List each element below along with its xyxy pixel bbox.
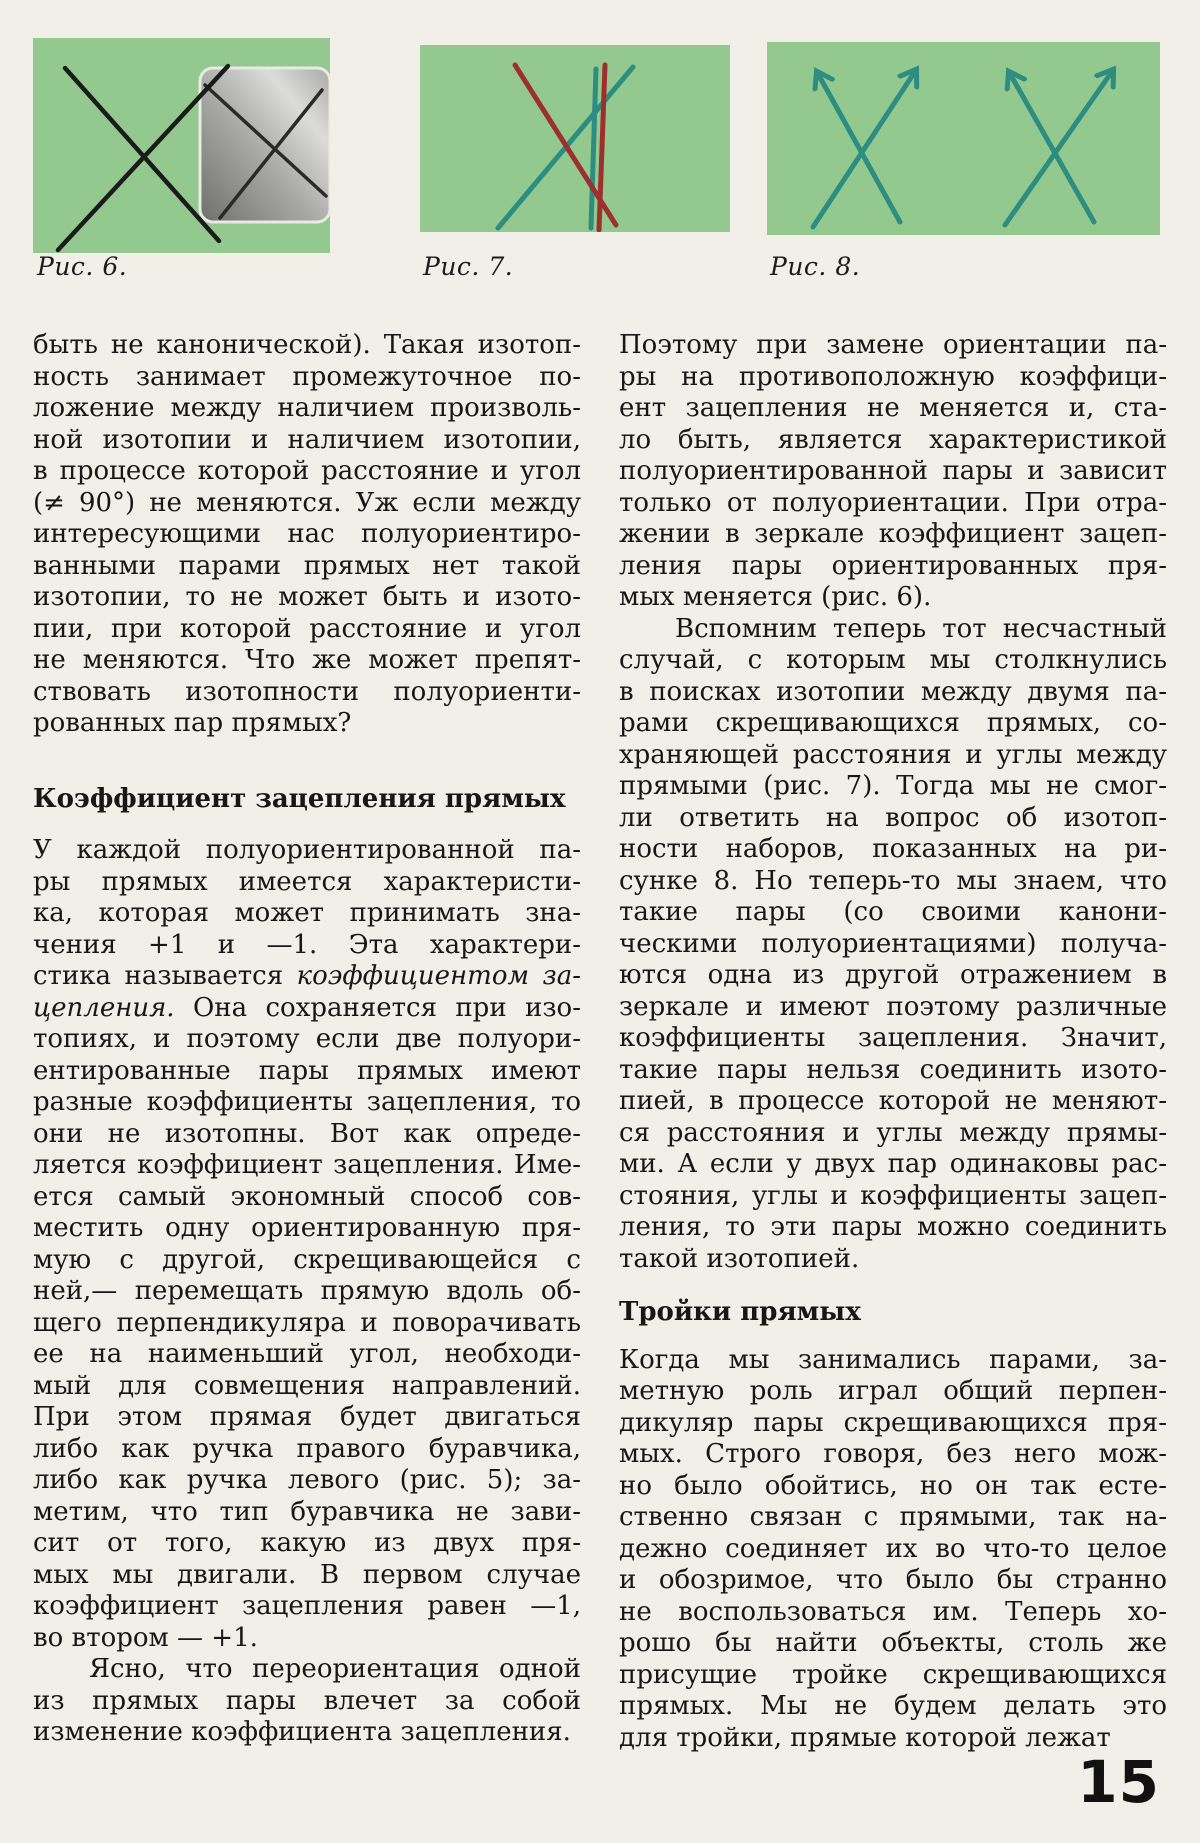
text-line: случай, с которым мы столкнулись <box>619 645 1167 675</box>
text-line: разные коэффициенты зацепления, то <box>33 1087 581 1117</box>
paragraph <box>33 1654 581 1749</box>
text-line: быть не канонической). Такая изотоп- <box>33 330 581 360</box>
text-line: рошо бы найти объекты, столь же <box>619 1628 1167 1658</box>
text-line: полуориентированной пары и зависит <box>619 456 1167 486</box>
text-line: ентированные пары прямых имеют <box>33 1055 581 1086</box>
text-line: У каждой полуориентированной па- <box>33 835 581 865</box>
text-line: ложение между наличием произволь- <box>33 393 581 423</box>
paragraph <box>619 614 1167 1276</box>
text-line: Ясно, что переориентация одной <box>89 1654 581 1684</box>
text-line: зеркале и имеют поэтому различные <box>619 991 1167 1022</box>
text-column-right <box>619 330 1167 1754</box>
page-number: 15 <box>1077 1748 1160 1816</box>
text-line: мых меняется (рис. 6). <box>619 582 932 612</box>
paragraph <box>33 835 581 1654</box>
text-line: интересующими нас полуориентиро- <box>33 519 581 549</box>
text-line: изменение коэффициента зацепления. <box>33 1717 571 1747</box>
section-heading: Коэффициент зацепления прямых <box>33 783 566 814</box>
text-column-left <box>33 330 581 1749</box>
text-line: в поисках изотопии между двумя па- <box>619 676 1167 707</box>
text-line: и обозримое, что было бы странно <box>619 1565 1167 1595</box>
text-line: не воспользоваться им. Теперь хо- <box>619 1596 1167 1627</box>
text-line: только от полуориентации. При отра- <box>619 487 1167 518</box>
text-line: ло быть, является характеристикой <box>619 424 1167 455</box>
text-line: Поэтому при замене ориентации па- <box>619 330 1167 360</box>
text-line: храняющей расстояния и углы между <box>619 739 1167 770</box>
text-line: ли ответить на вопрос об изотоп- <box>619 802 1167 833</box>
text-line: ванными парами прямых нет такой <box>33 550 581 581</box>
arrow-pairs-figure <box>767 42 1160 235</box>
text-line: чения +1 и —1. Эта характери- <box>33 929 581 960</box>
red-teal-lines-figure <box>420 45 730 232</box>
text-line: ются одна из другой отражением в <box>619 960 1167 990</box>
text-line: ственно связан с прямыми, так на- <box>619 1502 1167 1532</box>
text-line: ент зацепления не меняется и, ста- <box>619 393 1167 423</box>
text-line: коэффициенты зацепления. Значит, <box>619 1023 1167 1053</box>
text-line: они не изотопны. Вот как опреде- <box>33 1118 581 1149</box>
text-line: При этом прямая будет двигаться <box>33 1402 581 1432</box>
text-line: но было обойтись, но он так есте- <box>619 1470 1167 1501</box>
text-line: коэффициент зацепления равен —1, <box>33 1591 581 1621</box>
text-line: из прямых пары влечет за собой <box>33 1685 581 1716</box>
text-line: щего перпендикуляра и поворачивать <box>33 1307 581 1338</box>
text-line: такие пары нельзя соединить изото- <box>619 1054 1167 1085</box>
text-line: стояния, углы и коэффициенты зацеп- <box>619 1180 1167 1211</box>
text-line: мую с другой, скрещивающейся с <box>33 1244 581 1275</box>
paragraph <box>33 330 581 740</box>
text-line: ляется коэффициент зацепления. Име- <box>33 1150 581 1180</box>
text-line: для тройки, прямые которой лежат <box>619 1722 1111 1753</box>
text-line: мый для совмещения направлений. <box>33 1370 581 1401</box>
text-line: сит от того, какую из двух пря- <box>33 1528 581 1558</box>
text-line: жении в зеркале коэффициент зацеп- <box>619 519 1167 549</box>
text-line: ческими полуориентациями) получа- <box>619 928 1167 959</box>
text-line: (≠ 90°) не меняются. Уж если между <box>33 487 581 518</box>
text-line: ры прямых имеется характеристи- <box>33 866 581 897</box>
text-line: ления, то эти пары можно соединить <box>619 1212 1167 1242</box>
text-line: ной изотопии и наличием изотопии, <box>33 424 581 455</box>
paragraph <box>619 1345 1167 1755</box>
figure-8-caption: Рис. 8. <box>770 252 861 281</box>
text-line: либо как ручка правого буравчика, <box>33 1433 581 1464</box>
text-line: ее на наименьший угол, необходи- <box>33 1339 581 1369</box>
figure-8-panel <box>767 42 1160 235</box>
text-line: мых мы двигали. В первом случае <box>33 1559 581 1590</box>
crossing-lines-mirror-figure <box>33 38 330 253</box>
figure-6-panel <box>33 38 330 253</box>
text-line: ность занимает промежуточное по- <box>33 361 581 392</box>
text-line: дежно соединяет их во что-то целое <box>619 1533 1167 1564</box>
text-line: не меняются. Что же может препят- <box>33 645 581 675</box>
text-line: во втором — +1. <box>33 1622 258 1653</box>
figure-7-caption: Рис. 7. <box>423 252 514 281</box>
text-line: стика называется коэффициентом за- <box>33 961 582 991</box>
text-line: прямых. Мы не будем делать это <box>619 1691 1167 1721</box>
text-line: ка, которая может принимать зна- <box>33 898 581 928</box>
text-line: ры на противоположную коэффици- <box>619 361 1167 392</box>
text-line: ления пары ориентированных пря- <box>619 550 1167 581</box>
text-line: Вспомним теперь тот несчастный <box>675 613 1167 644</box>
text-line: ней,— перемещать прямую вдоль об- <box>33 1276 581 1306</box>
text-line: местить одну ориентированную пря- <box>33 1213 581 1243</box>
text-line: метим, что тип буравчика не зави- <box>33 1496 581 1527</box>
section-heading: Тройки прямых <box>619 1297 861 1327</box>
text-line: ми. А если у двух пар одинаковы рас- <box>619 1149 1167 1179</box>
figure-6-caption: Рис. 6. <box>37 252 128 281</box>
text-line: пии, при которой расстояние и угол <box>33 613 581 644</box>
text-line: такой изотопией. <box>619 1243 860 1274</box>
text-line: дикуляр пары скрещивающихся пря- <box>619 1407 1167 1438</box>
text-line: такие пары (со своими канони- <box>619 897 1167 927</box>
text-line: Когда мы занимались парами, за- <box>619 1344 1167 1375</box>
mirror <box>200 68 330 222</box>
text-line: рованных пар прямых? <box>33 708 352 738</box>
paragraph <box>619 330 1167 614</box>
text-line: прямыми (рис. 7). Тогда мы не смог- <box>619 771 1167 801</box>
figure-7-panel <box>420 45 730 232</box>
text-line: ется самый экономный способ сов- <box>33 1181 581 1212</box>
text-line: либо как ручка левого (рис. 5); за- <box>33 1465 581 1495</box>
text-line: сунке 8. Но теперь-то мы знаем, что <box>619 865 1167 896</box>
text-line: ности наборов, показанных на ри- <box>619 834 1167 864</box>
text-line: ствовать изотопности полуориенти- <box>33 676 581 707</box>
text-line: пией, в процессе которой не меняют- <box>619 1086 1167 1116</box>
text-line: ся расстояния и углы между прямы- <box>619 1117 1167 1148</box>
text-line: цепления. Она сохраняется при изо- <box>33 992 581 1023</box>
text-line: изотопии, то не может быть и изото- <box>33 582 581 612</box>
text-line: метную роль играл общий перпен- <box>619 1376 1167 1406</box>
text-line: присущие тройке скрещивающихся <box>619 1659 1167 1690</box>
text-line: мых. Строго говоря, без него мож- <box>619 1439 1167 1469</box>
text-line: топиях, и поэтому если две полуори- <box>33 1024 581 1054</box>
text-line: рами скрещивающихся прямых, со- <box>619 708 1167 738</box>
text-line: в процессе которой расстояние и угол <box>33 456 581 486</box>
